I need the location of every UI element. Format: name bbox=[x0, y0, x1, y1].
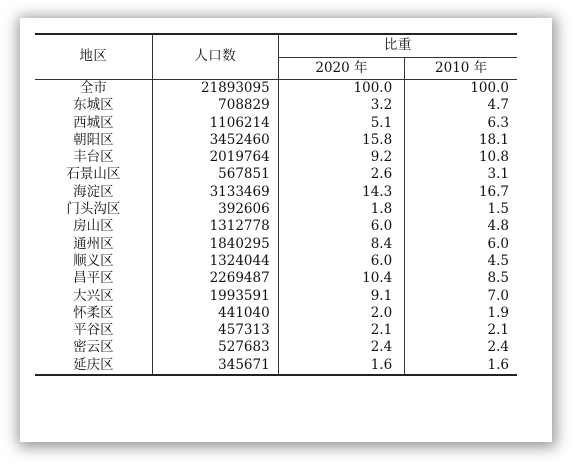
header-population: 人口数 bbox=[152, 34, 278, 80]
share-2020-value: 9.1 bbox=[278, 288, 404, 305]
population-value: 567851 bbox=[152, 166, 278, 183]
share-2010-value: 6.0 bbox=[405, 236, 517, 253]
total-row bbox=[35, 80, 517, 98]
share-2010-value: 8.5 bbox=[405, 270, 517, 287]
region-name: 海淀区 bbox=[73, 183, 114, 200]
region-name: 延庆区 bbox=[35, 357, 152, 375]
region-name: 顺义区 bbox=[73, 252, 114, 269]
table-row bbox=[35, 357, 517, 375]
share-2020-value: 3.2 bbox=[278, 97, 404, 114]
table-row bbox=[35, 339, 517, 356]
share-2020-value: 14.3 bbox=[278, 184, 404, 201]
region-name: 怀柔区 bbox=[73, 304, 114, 321]
share-2020-value: 6.0 bbox=[278, 253, 404, 270]
share-2010-value: 18.1 bbox=[405, 132, 517, 149]
share-2020-value: 100.0 bbox=[278, 80, 404, 98]
population-value: 441040 bbox=[152, 305, 278, 322]
share-2010-value: 4.8 bbox=[405, 218, 517, 235]
share-2010-value: 1.9 bbox=[405, 305, 517, 322]
share-2020-value: 2.1 bbox=[278, 322, 404, 339]
table-row bbox=[35, 236, 517, 253]
header-region: 地区 bbox=[35, 34, 152, 80]
region-name: 房山区 bbox=[73, 218, 114, 235]
region-name: 平谷区 bbox=[73, 322, 114, 339]
table-row bbox=[35, 115, 517, 132]
population-value: 1324044 bbox=[152, 253, 278, 270]
region-name: 大兴区 bbox=[73, 287, 114, 304]
population-value: 392606 bbox=[152, 201, 278, 218]
population-value: 708829 bbox=[152, 97, 278, 114]
share-2020-value: 2.0 bbox=[278, 305, 404, 322]
population-value: 1312778 bbox=[152, 218, 278, 235]
header-year-2010: 2010 年 bbox=[405, 57, 517, 79]
population-value: 3452460 bbox=[152, 132, 278, 149]
table-row bbox=[35, 184, 517, 201]
share-2020-value: 5.1 bbox=[278, 115, 404, 132]
population-value: 2269487 bbox=[152, 270, 278, 287]
share-2020-value: 15.8 bbox=[278, 132, 404, 149]
region-name: 西城区 bbox=[73, 114, 114, 131]
table-row bbox=[35, 149, 517, 166]
share-2010-value: 100.0 bbox=[405, 80, 517, 98]
table-row bbox=[35, 270, 517, 287]
population-value: 1840295 bbox=[152, 236, 278, 253]
region-name: 昌平区 bbox=[73, 270, 114, 287]
share-2010-value: 4.7 bbox=[405, 97, 517, 114]
share-2010-value: 16.7 bbox=[405, 184, 517, 201]
table-row bbox=[35, 132, 517, 149]
table-row bbox=[35, 201, 517, 218]
share-2010-value: 10.8 bbox=[405, 149, 517, 166]
population-value: 3133469 bbox=[152, 184, 278, 201]
region-name: 密云区 bbox=[73, 339, 114, 356]
population-value: 21893095 bbox=[152, 80, 278, 98]
header-row bbox=[35, 34, 517, 57]
share-2010-value: 2.4 bbox=[405, 339, 517, 356]
header-share: 比重 bbox=[278, 34, 517, 57]
population-value: 527683 bbox=[152, 339, 278, 356]
table-row bbox=[35, 305, 517, 322]
document-page bbox=[20, 18, 552, 442]
population-value: 1993591 bbox=[152, 288, 278, 305]
population-value: 1106214 bbox=[152, 115, 278, 132]
region-name: 全市 bbox=[79, 80, 107, 96]
population-value: 457313 bbox=[152, 322, 278, 339]
header-year-2020: 2020 年 bbox=[278, 57, 404, 79]
table-row bbox=[35, 97, 517, 114]
table-body bbox=[35, 80, 517, 376]
table-row bbox=[35, 253, 517, 270]
share-2010-value: 6.3 bbox=[405, 115, 517, 132]
share-2010-value: 1.5 bbox=[405, 201, 517, 218]
region-name: 朝阳区 bbox=[73, 131, 114, 148]
share-2010-value: 2.1 bbox=[405, 322, 517, 339]
region-name: 门头沟区 bbox=[66, 201, 121, 218]
population-value: 345671 bbox=[152, 357, 278, 375]
share-2020-value: 6.0 bbox=[278, 218, 404, 235]
share-2020-value: 8.4 bbox=[278, 236, 404, 253]
share-2020-value: 2.4 bbox=[278, 339, 404, 356]
share-2010-value: 7.0 bbox=[405, 288, 517, 305]
region-name: 丰台区 bbox=[73, 149, 114, 166]
table-row bbox=[35, 288, 517, 305]
share-2020-value: 2.6 bbox=[278, 166, 404, 183]
share-2020-value: 10.4 bbox=[278, 270, 404, 287]
share-2010-value: 1.6 bbox=[405, 357, 517, 375]
share-2010-value: 4.5 bbox=[405, 253, 517, 270]
table-row bbox=[35, 166, 517, 183]
region-name: 石景山区 bbox=[66, 166, 121, 183]
table-row bbox=[35, 218, 517, 235]
population-value: 2019764 bbox=[152, 149, 278, 166]
share-2020-value: 1.6 bbox=[278, 357, 404, 375]
share-2010-value: 3.1 bbox=[405, 166, 517, 183]
population-table bbox=[35, 33, 517, 376]
table-row bbox=[35, 322, 517, 339]
share-2020-value: 1.8 bbox=[278, 201, 404, 218]
region-name: 通州区 bbox=[73, 235, 114, 252]
share-2020-value: 9.2 bbox=[278, 149, 404, 166]
region-name: 东城区 bbox=[73, 97, 114, 114]
